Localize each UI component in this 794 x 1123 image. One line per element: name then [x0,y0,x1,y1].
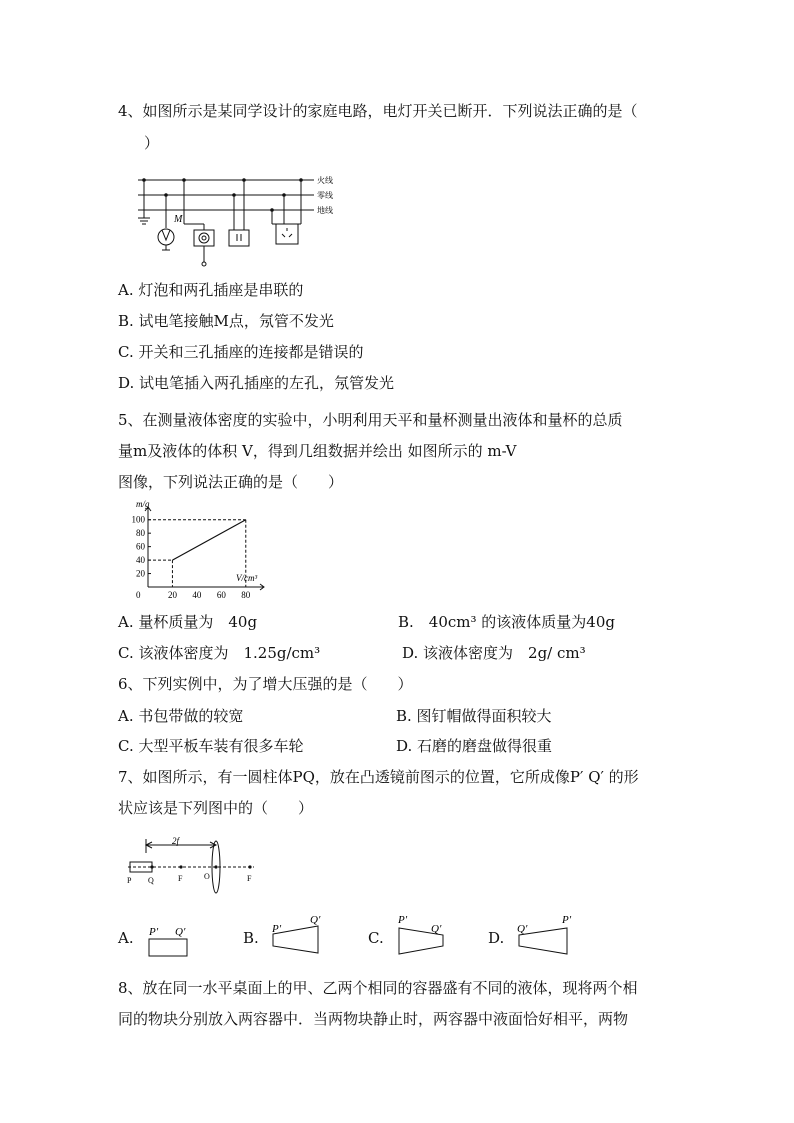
q4-circuit-figure [136,170,356,270]
q6-stem: 6、下列实例中，为了增大压强的是（ ） [118,675,413,693]
q7-label-f-left: F [178,874,183,883]
q4-option-a: A. 灯泡和两孔插座是串联的 [118,281,304,299]
q7-option-b-figure [270,910,328,960]
x-tick-label: 40 [192,590,202,600]
q4-label-point-m: M [174,214,183,225]
q5-option-c: C. 该液体密度为 1.25g/cm³ [118,644,321,662]
y-tick-label: 60 [136,541,145,552]
q7-stem-line2: 状应该是下列图中的（ ） [118,799,314,817]
y-tick-label: 20 [136,568,145,579]
q7-option-c-figure [395,910,453,960]
y-axis-label: m/g [136,499,150,509]
q7-stem-line1: 7、如图所示，有一圆柱体PQ，放在凸透镜前图示的位置，它所成像P′ Q′ 的形 [118,768,639,786]
q5-stem-line3: 图像，下列说法正确的是（ ） [118,473,344,491]
series-line [172,520,245,560]
q4-label-live-wire: 火线 [317,176,333,185]
x-tick-label: 60 [216,590,226,600]
x-tick-label: 20 [167,590,177,600]
q7-option-c-q: Q′ [431,923,442,935]
q7-label-2f: 2f [172,836,180,846]
q7-option-a-letter: A. [118,929,134,947]
q7-label-f-right: F [247,874,252,883]
q8-stem-line1: 8、放在同一水平桌面上的甲、乙两个相同的容器盛有不同的液体，现将两个相 [118,979,638,997]
q7-option-c-p: P′ [398,914,408,926]
q7-option-b-letter: B. [243,929,259,947]
q4-stem-line2: ） [144,134,160,152]
q7-option-d-letter: D. [488,929,505,947]
y-tick-label: 40 [136,555,145,566]
q6-option-d: D. 石磨的磨盘做得很重 [396,737,553,755]
q4-stem-line1: 4、如图所示是某同学设计的家庭电路，电灯开关已断开．下列说法正确的是（ [118,102,638,120]
q8-stem-line2: 同的物块分别放入两容器中．当两物块静止时，两容器中液面恰好相平，两物 [118,1010,629,1028]
q7-lens-figure [124,833,264,888]
q5-mv-chart [120,499,270,600]
q6-option-a: A. 书包带做的较宽 [118,707,244,725]
q7-option-b-q: Q′ [310,914,321,926]
x-tick-label: 80 [241,590,251,600]
q7-label-o: O [204,872,210,881]
q6-option-c: C. 大型平板车装有很多车轮 [118,737,304,755]
q7-label-p: P [127,876,132,885]
q5-option-d: D. 该液体密度为 2g/ cm³ [402,644,586,662]
q7-option-c-letter: C. [368,929,384,947]
q7-option-a-q: Q′ [175,926,186,938]
x-axis-label: V/cm³ [236,573,258,583]
y-tick-label: 100 [131,514,145,525]
q7-label-q: Q [148,876,154,885]
q7-option-d-p: P′ [562,914,572,926]
q5-option-b: B. 40cm³ 的该液体质量为40g [398,613,615,631]
q4-label-neutral-wire: 零线 [317,191,333,200]
y-tick-label: 80 [136,528,145,539]
q5-stem-line1: 5、在测量液体密度的实验中，小明利用天平和量杯测量出液体和量杯的总质 [118,411,623,429]
q6-option-b: B. 图钉帽做得面积较大 [396,707,552,725]
q5-stem-line2: 量m及液体的体积 V，得到几组数据并绘出 如图所示的 m-V [118,442,517,460]
origin-label: 0 [136,590,141,600]
q7-option-d-q: Q′ [517,923,528,935]
q7-option-a-figure [145,915,195,963]
q4-option-b: B. 试电笔接触M点，氖管不发光 [118,312,334,330]
q5-option-a: A. 量杯质量为 40g [118,613,258,631]
q4-label-ground-wire: 地线 [317,206,333,215]
q7-option-d-figure [515,910,577,960]
q7-option-b-p: P′ [272,923,282,935]
q4-option-c: C. 开关和三孔插座的连接都是错误的 [118,343,364,361]
q4-option-d: D. 试电笔插入两孔插座的左孔，氖管发光 [118,374,395,392]
q7-option-a-p: P′ [149,926,159,938]
